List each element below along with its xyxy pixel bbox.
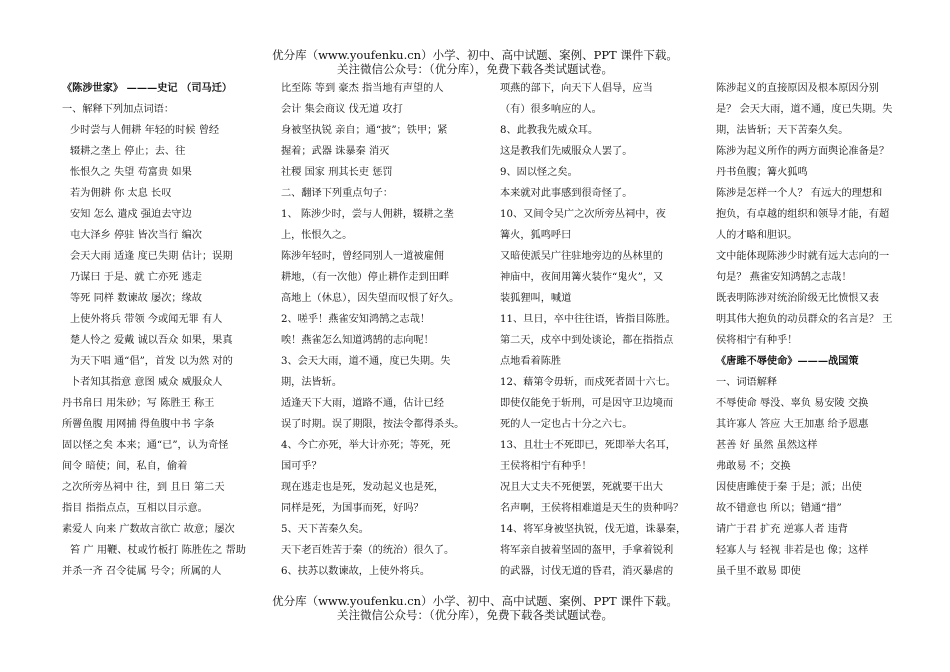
- text-line: 会天大雨 适逢 度已失期 估计；误期: [70, 251, 233, 262]
- text-line: 指目 指指点点，互相以目示意。: [62, 503, 208, 514]
- text-line: 怅恨久之 失望 苟富贵 如果: [70, 167, 192, 178]
- text-line: 陈涉起义的直接原因及根本原因分别: [716, 83, 879, 94]
- text-line: 期，法皆斩；天下苦秦久矣。: [716, 125, 849, 136]
- text-line: 现在逃走也是死，发动起义也是死，: [281, 482, 444, 493]
- text-line: 故不错意也 所以；错通“措”: [716, 503, 842, 514]
- text-line: 比至陈 等到 豪杰 指当地有声望的人: [281, 83, 444, 94]
- text-line: 身被坚执锐 亲自；通“披”；铁甲；紧: [281, 125, 448, 136]
- text-line: 耕地，（有一次他）停止耕作走到田畔: [281, 272, 450, 283]
- text-line: [62, 582, 262, 583]
- text-line: 名声啊，王侯将相难道是天生的贵种吗？: [500, 503, 684, 514]
- text-line: 既表明陈涉对统治阶级无比愤恨又表: [716, 293, 879, 304]
- header-line-1: 优分库（www.youfenku.cn）小学、初中、高中试题、案例、PPT 课件下载。: [272, 48, 678, 62]
- text-line: 上使外将兵 带领 今或闻无罪 有人: [70, 314, 223, 325]
- text-line: 抱负，有卓越的组织和领导才能，有超: [716, 209, 890, 220]
- text-line: 国可乎？: [281, 461, 322, 472]
- text-line: 2、嗟乎！燕雀安知鸿鹄之志哉！: [281, 314, 431, 325]
- text-line: 楚人怜之 爱戴 诚以吾众 如果，果真: [70, 335, 233, 346]
- text-line: 将军亲自披着坚固的盔甲，手拿着锐利: [500, 545, 674, 556]
- page-footer: [0, 594, 950, 622]
- text-line: 同样是死，为国事而死，好吗？: [281, 503, 424, 514]
- text-line: 所罾鱼腹 用网捕 得鱼腹中书 字条: [62, 419, 215, 430]
- text-line: 篝火，狐鸣呼曰: [500, 230, 572, 241]
- text-line: 3、会天大雨，道不通，度已失期。失: [281, 356, 451, 367]
- text-line: 等死 同样 数谏故 屡次；缘故: [70, 293, 202, 304]
- text-line: 装狐狸叫，喊道: [500, 293, 572, 304]
- text-line: （有）很多响应的人。: [500, 104, 602, 115]
- text-line: 若为佣耕 你 太息 长叹: [70, 188, 172, 199]
- text-line: 素爱人 向来 广数故言欲亡 故意；屡次: [62, 524, 235, 535]
- text-line: 人的才略和胆识。: [716, 230, 798, 241]
- text-line: 本来就对此事感到很奇怪了。: [500, 188, 633, 199]
- text-line: [500, 582, 705, 583]
- text-line: 一、词语解释: [716, 377, 778, 388]
- text-line: 5、天下苦秦久矣。: [281, 524, 369, 535]
- text-line: 文中能体现陈涉少时就有远大志向的一: [716, 251, 890, 262]
- text-line: 唉！燕雀怎么知道鸿鹄的志向呢！: [281, 335, 434, 346]
- text-line: 安知 怎么 遣戍 强迫去守边: [70, 209, 192, 220]
- text-line: 8、此教我先威众耳。: [500, 125, 599, 136]
- text-line: 4、今亡亦死，举大计亦死；等死，死: [281, 440, 451, 451]
- text-line: 9、固以怪之矣。: [500, 167, 578, 178]
- page-header: [0, 48, 950, 76]
- column-1: [62, 78, 262, 583]
- text-line: 一、解释下列加点词语：: [62, 104, 175, 115]
- text-line: 陈涉是怎样一个人？ 有远大的理想和: [716, 188, 883, 199]
- text-line: 是？ 会天大雨，道不通，度已失期。失: [716, 104, 893, 115]
- text-line: 第二天，戍卒中到处谈论，都在指指点: [500, 335, 674, 346]
- text-line: 社稷 国家 刑其长吏 惩罚: [281, 167, 393, 178]
- text-line: 丹书鱼腹；篝火狐鸣: [716, 167, 808, 178]
- column-4: [716, 78, 901, 583]
- section-title-chenshe: 《陈涉世家》 ———史记 （司马迁）: [62, 82, 233, 94]
- text-line: 其许寡人 答应 大王加惠 给予恩惠: [716, 419, 869, 430]
- text-line: 项燕的部下，向天下人倡导，应当: [500, 83, 653, 94]
- text-line: 乃谋曰 于是、就 亡亦死 逃走: [70, 272, 202, 283]
- text-line: 固以怪之矣 本来；通“已”，认为奇怪: [62, 440, 229, 451]
- text-line: 轻寡人与 轻视 非若是也 像；这样: [716, 545, 869, 556]
- text-line: 甚善 好 虽然 虽然这样: [716, 440, 818, 451]
- text-line: 期，法皆斩。: [281, 377, 343, 388]
- text-line: 10、又间令吴广之次所旁丛祠中，夜: [500, 209, 666, 220]
- text-line: 卜者知其指意 意图 威众 威服众人: [70, 377, 223, 388]
- text-line: 辍耕之垄上 停止；去、往: [70, 146, 186, 157]
- footer-line-1: 优分库（www.youfenku.cn）小学、初中、高中试题、案例、PPT 课件下载。: [272, 594, 678, 608]
- text-line: 陈涉为起义所作的两方面舆论准备是？: [716, 146, 890, 157]
- text-line: 6、扶苏以数谏故，上使外将兵。: [281, 566, 431, 577]
- text-line: 点地看着陈胜: [500, 356, 562, 367]
- column-2: [281, 78, 486, 583]
- text-line: 上，怅恨久之。: [281, 230, 353, 241]
- text-line: 1、 陈涉少时，尝与人佣耕，辍耕之垄: [281, 209, 454, 220]
- text-line: [281, 582, 486, 583]
- text-line: [716, 582, 901, 583]
- text-line: 高地上（休息），因失望而叹恨了好久。: [281, 293, 460, 304]
- text-line: 死的人一定也占十分之六七。: [500, 419, 633, 430]
- text-line: 误了时期。误了期限，按法令都得杀头。: [281, 419, 465, 430]
- text-line: 的武器，讨伐无道的昏君，消灭暴虐的: [500, 566, 674, 577]
- header-line-2: 关注微信公众号：（优分库），免费下载各类试题试卷。: [337, 62, 613, 76]
- text-line: 不辱使命 辱没、辜负 易安陵 交换: [716, 398, 869, 409]
- text-line: 适逢天下大雨，道路不通，估计已经: [281, 398, 444, 409]
- text-line: 侯将相宁有种乎！: [716, 335, 798, 346]
- text-line: 丹书帛曰 用朱砂；写 陈胜王 称王: [62, 398, 215, 409]
- footer-line-2: 关注微信公众号：（优分库），免费下载各类试题试卷。: [337, 608, 613, 622]
- text-line: 句是？ 燕雀安知鸿鹄之志哉！: [716, 272, 852, 283]
- text-line: 即使仅能免于斩刑，可是因守卫边境而: [500, 398, 674, 409]
- text-line: 二、翻译下列重点句子：: [281, 188, 394, 199]
- text-line: 14、将军身被坚执锐，伐无道，诛暴秦，: [500, 524, 687, 535]
- text-line: 少时尝与人佣耕 年轻的时候 曾经: [70, 125, 220, 136]
- text-line: 陈涉年轻时，曾经同别人一道被雇佣: [281, 251, 444, 262]
- text-line: 握着；武器 诛暴秦 消灭: [281, 146, 390, 157]
- text-line: 弗敢易 不；交换: [716, 461, 791, 472]
- text-line: 12、藉第令毋斩，而戍死者固十六七。: [500, 377, 676, 388]
- text-line: 笞 广 用鞭、杖或竹板打 陈胜佐之 帮助: [70, 545, 246, 556]
- text-line: 神庙中，夜间用篝火装作“鬼火”，又: [500, 272, 664, 283]
- text-line: 天下老百姓苦于秦（的统治）很久了。: [281, 545, 455, 556]
- text-line: 并杀一齐 召令徒属 号令；所属的人: [62, 566, 222, 577]
- text-line: 这是教我们先威服众人罢了。: [500, 146, 633, 157]
- text-line: 又暗使派吴广往驻地旁边的丛林里的: [500, 251, 663, 262]
- section-title-tangju: 《唐雎不辱使命》———战国策: [716, 355, 859, 367]
- text-line: 13、且壮士不死即已，死即举大名耳，: [500, 440, 676, 451]
- text-line: 之次所旁丛祠中 往，到 且日 第二天: [62, 482, 225, 493]
- text-line: 况且大丈夫不死便罢，死就要干出大: [500, 482, 663, 493]
- text-line: 间令 暗使；间，私自，偷着: [62, 461, 188, 472]
- text-line: 明其伟大抱负的动员群众的名言是？ 王: [716, 314, 893, 325]
- text-line: 虽千里不敢易 即使: [716, 566, 801, 577]
- column-3: [500, 78, 705, 583]
- text-line: 11、旦日，卒中往往语，皆指目陈胜。: [500, 314, 676, 325]
- text-line: 因使唐雎使于秦 于是；派；出使: [716, 482, 862, 493]
- text-line: 请广于君 扩充 逆寡人者 违背: [716, 524, 848, 535]
- text-line: 会计 集会商议 伐无道 攻打: [281, 104, 403, 115]
- text-line: 王侯将相宁有种乎！: [500, 461, 592, 472]
- text-line: 屯大泽乡 停驻 皆次当行 编次: [70, 230, 202, 241]
- text-line: 为天下唱 通“倡”，首发 以为然 对的: [70, 356, 233, 367]
